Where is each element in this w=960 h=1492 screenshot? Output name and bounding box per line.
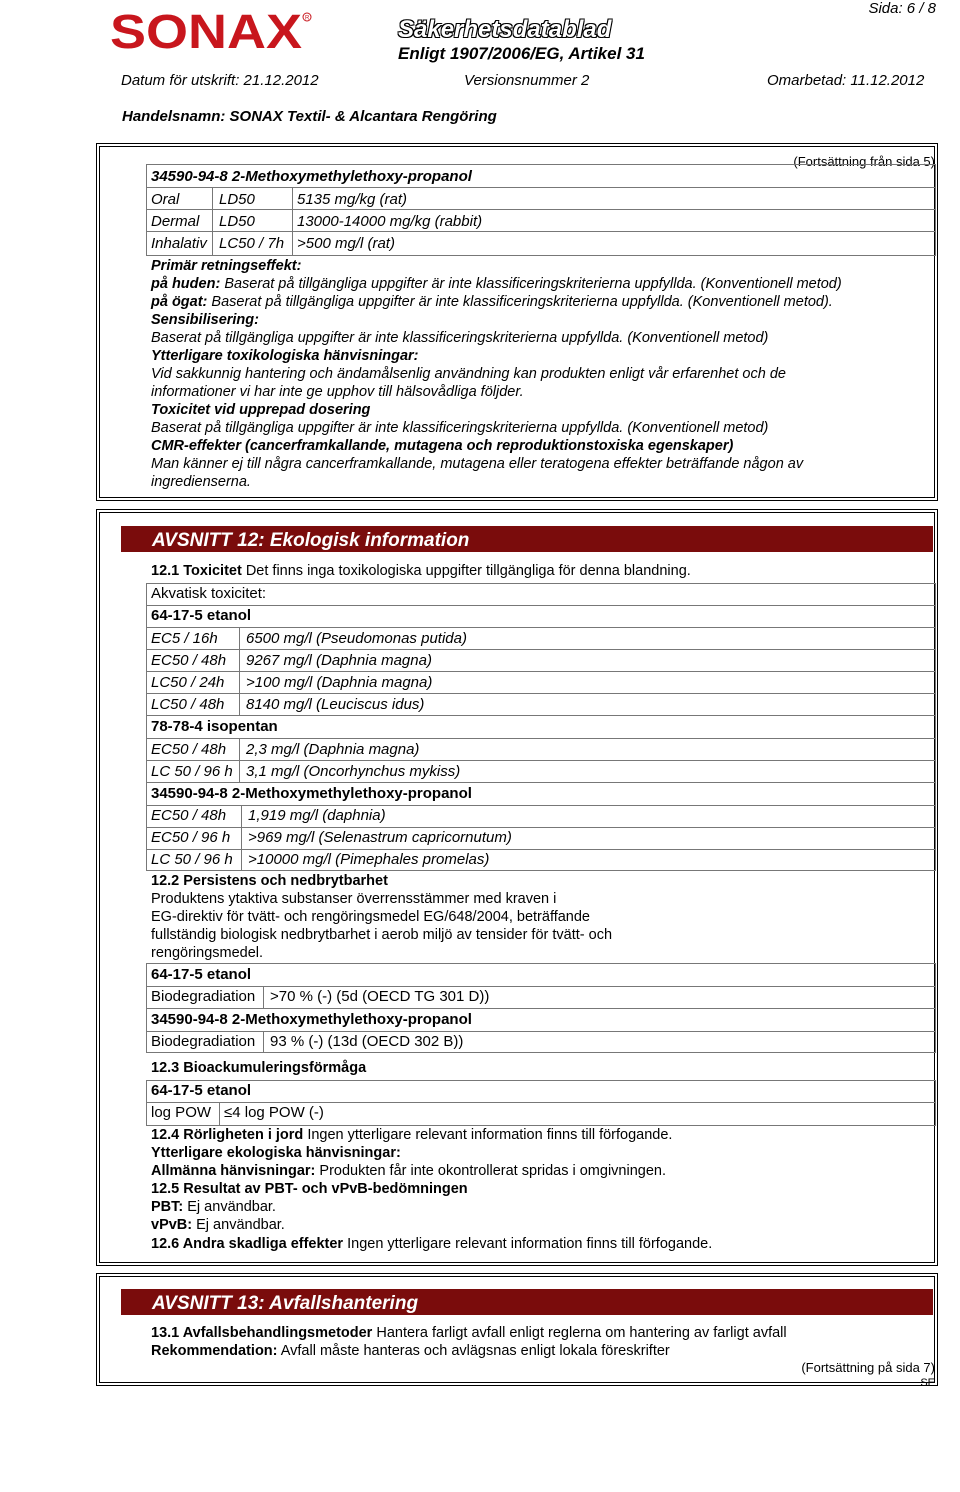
tox-notes-heading: Ytterligare toxikologiska hänvisningar: (151, 348, 419, 364)
substance-name: 64-17-5 etanol (151, 966, 252, 983)
aquatic-heading: Akvatisk toxicitet: (151, 585, 267, 602)
substance-name: 64-17-5 etanol (151, 1082, 252, 1099)
mobility-line: 12.4 Rörligheten i jord Ingen ytterligare relevant information finns till förfogande. (151, 1127, 673, 1143)
table-cell: Inhalativ (151, 235, 207, 252)
table-cell: LC 50 / 96 h (151, 851, 233, 868)
persistence-text: fullständig biologisk nedbrytbarhet i aerob miljö av tensider för tvätt- och (151, 927, 613, 943)
persistence-text: rengöringsmedel. (151, 945, 264, 961)
substance-name: 78-78-4 isopentan (151, 718, 278, 735)
substance-name: 64-17-5 etanol (151, 607, 252, 624)
table-cell: >10000 mg/l (Pimephales promelas) (248, 851, 490, 868)
table-cell: 1,919 mg/l (daphnia) (248, 807, 386, 824)
eco-notes-heading: Ytterligare ekologiska hänvisningar: (151, 1145, 401, 1161)
other-effects-line: 12.6 Andra skadliga effekter Ingen ytterligare relevant information finns till förfogande. (151, 1236, 713, 1252)
cmr-text: ingredienserna. (151, 474, 251, 490)
version-number: Versionsnummer 2 (464, 72, 590, 89)
sonax-logo (110, 8, 312, 54)
table-cell: Oral (151, 191, 180, 208)
tox-notes-text: informationer vi har inte ge upphov till hälsovådliga följder. (151, 384, 524, 400)
table-cell: LD50 (219, 213, 255, 230)
brand-text: SONAX (110, 8, 302, 54)
repeat-dose-heading: Toxicitet vid upprepad dosering (151, 402, 371, 418)
recommendation-line: Rekommendation: Avfall måste hanteras och avlägsnas enligt lokala föreskrifter (151, 1343, 670, 1359)
page-number: Sida: 6 / 8 (868, 0, 936, 17)
table-cell: EC50 / 48h (151, 741, 227, 758)
table-cell: 2,3 mg/l (Daphnia magna) (246, 741, 420, 758)
cmr-text: Man känner ej till några cancerframkallande, mutagena eller teratogena effekter beträffande någon av (151, 456, 804, 472)
table-cell: 8140 mg/l (Leuciscus idus) (246, 696, 425, 713)
skin-effect-line: på huden: Baserat på tillgängliga uppgifter är inte klassificeringskriterierna uppfyllda. (Konventionell metod) (151, 276, 842, 292)
table-cell: LC 50 / 96 h (151, 763, 233, 780)
table-cell: ≤4 log POW (-) (224, 1104, 324, 1121)
section-13-heading: AVSNITT 13: Avfallshantering (121, 1289, 933, 1315)
table-cell: 93 % (-) (13d (OECD 302 B)) (270, 1033, 464, 1050)
table-cell: >70 % (-) (5d (OECD TG 301 D)) (270, 988, 490, 1005)
table-cell: 9267 mg/l (Daphnia magna) (246, 652, 432, 669)
substance-name: 34590-94-8 2-Methoxymethylethoxy-propanol (151, 168, 472, 185)
revised-date: Omarbetad: 11.12.2012 (767, 72, 925, 89)
persistence-text: Produktens ytaktiva substanser överrensstämmer med kraven i (151, 891, 557, 907)
document-title: Säkerhetsdatablad (398, 16, 612, 43)
disposal-methods-line: 13.1 Avfallsbehandlingsmetoder Hantera farligt avfall enligt reglerna om hantering av farligt avfall (151, 1325, 787, 1341)
table-cell: EC50 / 48h (151, 807, 227, 824)
table-cell: EC50 / 96 h (151, 829, 231, 846)
continued-from-note: (Fortsättning från sida 5) (793, 154, 935, 169)
table-cell: EC50 / 48h (151, 652, 227, 669)
toxicity-line: 12.1 Toxicitet Det finns inga toxikologiska uppgifter tillgängliga för denna blandning. (151, 563, 691, 579)
table-cell: LC50 / 7h (219, 235, 285, 252)
sensitization-heading: Sensibilisering: (151, 312, 259, 328)
sensitization-text: Baserat på tillgängliga uppgifter är inte klassificeringskriterierna uppfyllda. (Konventionell metod) (151, 330, 769, 346)
section-12-heading: AVSNITT 12: Ekologisk information (121, 526, 933, 552)
substance-name: 34590-94-8 2-Methoxymethylethoxy-propanol (151, 785, 472, 802)
table-cell: >969 mg/l (Selenastrum capricornutum) (248, 829, 512, 846)
bioaccumulation-heading: 12.3 Bioackumuleringsförmåga (151, 1060, 367, 1076)
table-cell: LD50 (219, 191, 255, 208)
table-cell: log POW (151, 1104, 212, 1121)
substance-name: 34590-94-8 2-Methoxymethylethoxy-propanol (151, 1011, 472, 1028)
pbt-line: PBT: Ej användbar. (151, 1199, 276, 1215)
table-cell: LC50 / 48h (151, 696, 225, 713)
continued-to-note: (Fortsättning på sida 7) (801, 1360, 935, 1375)
table-cell: 13000-14000 mg/kg (rabbit) (297, 213, 483, 230)
table-cell: 6500 mg/l (Pseudomonas putida) (246, 630, 467, 647)
table-cell: Biodegradiation (151, 1033, 256, 1050)
table-cell: >100 mg/l (Daphnia magna) (246, 674, 433, 691)
repeat-dose-text: Baserat på tillgängliga uppgifter är inte klassificeringskriterierna uppfyllda. (Konventionell metod) (151, 420, 769, 436)
table-cell: Dermal (151, 213, 200, 230)
table-cell: LC50 / 24h (151, 674, 225, 691)
table-cell: Biodegradiation (151, 988, 256, 1005)
pbt-heading: 12.5 Resultat av PBT- och vPvB-bedömningen (151, 1181, 468, 1197)
tox-notes-text: Vid sakkunnig hantering och ändamålsenlig användning kan produkten enligt vår erfarenhet och de (151, 366, 786, 382)
eye-effect-line: på ögat: Baserat på tillgängliga uppgifter är inte klassificeringskriterierna uppfyllda. (Konventionell metod). (151, 294, 833, 310)
table-cell: EC5 / 16h (151, 630, 218, 647)
trade-name: Handelsnamn: SONAX Textil- & Alcantara Rengöring (122, 108, 497, 125)
print-date: Datum för utskrift: 21.12.2012 (121, 72, 319, 89)
table-cell: >500 mg/l (rat) (297, 235, 395, 252)
table-cell: 5135 mg/kg (rat) (297, 191, 408, 208)
vpvb-line: vPvB: Ej användbar. (151, 1217, 285, 1233)
general-notes-line: Allmänna hänvisningar: Produkten får inte okontrollerat spridas i omgivningen. (151, 1163, 666, 1179)
language-code: SE (920, 1377, 935, 1389)
svg-text:R: R (305, 15, 310, 22)
persistence-text: EG-direktiv för tvätt- och rengöringsmedel EG/648/2004, beträffande (151, 909, 591, 925)
table-cell: 3,1 mg/l (Oncorhynchus mykiss) (246, 763, 461, 780)
primary-effect-heading: Primär retningseffekt: (151, 258, 302, 274)
document-subtitle: Enligt 1907/2006/EG, Artikel 31 (398, 44, 645, 63)
persistence-heading: 12.2 Persistens och nedbrytbarhet (151, 873, 388, 889)
cmr-heading: CMR-effekter (cancerframkallande, mutagena och reproduktionstoxiska egenskaper) (151, 438, 734, 454)
